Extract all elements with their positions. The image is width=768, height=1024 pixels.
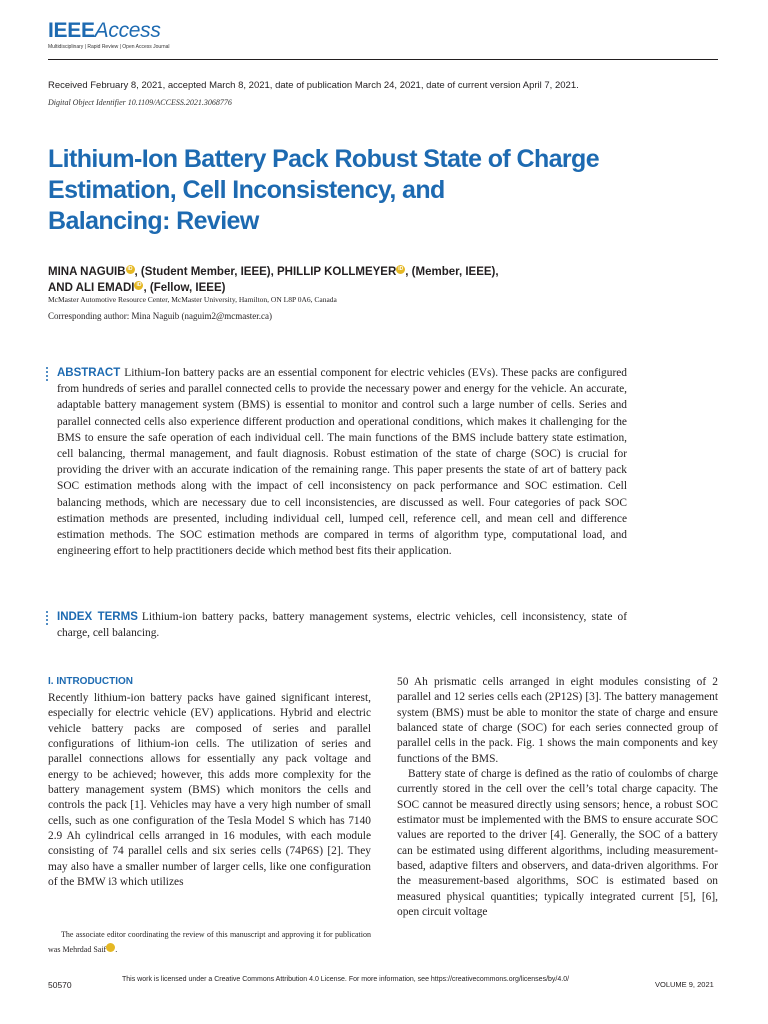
author-line-1	[48, 264, 688, 280]
doi-line: Digital Object Identifier 10.1109/ACCESS.2021.3068776	[48, 98, 232, 107]
footnote: The associate editor coordinating the review of this manuscript and approving it for publication was Mehrdad Saif iD.	[48, 930, 371, 954]
abstract-dots-icon	[46, 367, 50, 383]
orcid-icon[interactable]: iD	[398, 266, 404, 273]
title-line: Lithium-Ion Battery Pack Robust State of Charge	[48, 145, 600, 173]
paragraph: Battery state of charge is defined as the ratio of coulombs of charge currently stored in the cell over the cell’s total charge capacity. The SOC cannot be measured directly using sensors; hence, a robust SOC estimator must be implemented with the BMS to ensure accurate SOC values are reported to the driver [4]. Generally, the SOC of a battery can be estimated using different algorithms, including measurement-based, adaptive filters and observers, and data-driven algorithms. For the measurement-based algorithms, SOC is estimated based on measured physical quantities; typically integrated current [5], [6], open circuit voltage	[397, 768, 718, 919]
license-notice: This work is licensed under a Creative Commons Attribution 4.0 License. For more information, see https://creativecommons.org/licenses/by/4.0/	[122, 976, 570, 983]
author-name: AND ALI EMADI	[48, 282, 135, 294]
paragraph: Recently lithium-ion battery packs have gained significant interest, especially for electric vehicle (EV) applications. Hybrid and electric vehicle battery packs are composed of series and parallel configurations of lithium-ion cells. The utilization of series and parallel connections allows for essentially any pack voltage and energy to be achieved; however, this adds more complexity for the battery management system (BMS) which monitors the cells and controls the pack [1]. Vehicles may have a very high number of small cells, such as one configuration of the Tesla Model S which has 7140 2.9 Ah cylindrical cells arranged in 16 modules, with each module consisting of 74 parallel cells and six series cells (74P6S) [2]. They may also have a smaller number of larger cells, like one configuration of the BMW i3 which utilizes	[48, 692, 371, 889]
title-line: Balancing: Review	[48, 207, 259, 235]
index-terms-dots-icon	[46, 611, 50, 627]
journal-tagline: Multidisciplinary | Rapid Review | Open Access Journal	[48, 44, 170, 50]
author-list	[48, 264, 688, 296]
index-terms-text: Lithium-ion battery packs, battery management systems, electric vehicles, cell inconsistency, state of charge, cell balancing.	[57, 611, 627, 640]
section-heading: I. INTRODUCTION	[48, 676, 133, 687]
title-line: Estimation, Cell Inconsistency, and	[48, 176, 445, 204]
author-affiliation-text: , (Member, IEEE),	[405, 266, 499, 278]
volume-label: VOLUME 9, 2021	[655, 980, 714, 989]
header-rule	[48, 59, 718, 60]
orcid-icon[interactable]: iD	[136, 282, 142, 289]
index-terms-label: INDEX TERMS	[57, 611, 138, 623]
column-right	[397, 675, 718, 921]
journal-name-bold: IEEE	[48, 19, 95, 42]
abstract	[57, 365, 627, 559]
footnote-text: The associate editor coordinating the review of this manuscript and approving it for publication was Mehrdad Saif	[48, 930, 371, 954]
received-dates: Received February 8, 2021, accepted March 8, 2021, date of publication March 24, 2021, date of current version April 7, 2021.	[48, 80, 579, 91]
page-number: 50570	[48, 980, 72, 990]
orcid-icon[interactable]: iD	[127, 266, 133, 273]
corresponding-author: Corresponding author: Mina Naguib (naguim2@mcmaster.ca)	[48, 311, 272, 321]
index-terms	[57, 609, 627, 641]
author-line-2	[48, 280, 688, 296]
author-affiliation-text: , (Fellow, IEEE)	[143, 282, 226, 294]
journal-name	[48, 20, 170, 42]
paragraph: 50 Ah prismatic cells arranged in eight modules consisting of 2 parallel and 12 series cells each (2P12S) [3]. The battery management system (BMS) must be able to monitor the state of charge and ensure balanced state of charge (SOC) for each series connected group of parallel cells in the pack. Fig. 1 shows the main components and key functions of the BMS.	[397, 676, 718, 765]
abstract-label: ABSTRACT	[57, 367, 121, 379]
journal-logo	[48, 20, 170, 50]
journal-name-italic: Access	[94, 19, 161, 42]
abstract-text: Lithium-Ion battery packs are an essential component for electric vehicles (EVs). These packs are configured from hundreds of series and parallel connected cells to provide the necessary power and energy for the vehicle. An accurate, adaptable battery management system (BMS) is essential to monitor and control such a large number of cells. Series and parallel connected cells also experience different production and operational conditions, which makes it challenging for the BMS to ensure the safe operation of each individual cell. The main functions of the BMS include battery state estimation, cell balancing, thermal management, and fault diagnosis. Robust estimation of the state of charge (SOC) is crucial for providing the driver with an accurate indication of the remaining range. This paper presents the state of art of battery pack SOC estimation methods along with the impact of cell inconsistency on pack performance and SOC estimation. Cell balancing methods, which are necessary due to cell inconsistencies, are discussed as well. Four categories of pack SOC estimation methods are presented, including individual cell, lumped cell, reference cell, and mean cell and difference estimation methods. The SOC estimation methods are compared in terms of algorithm type, computational load, and engineering effort to help practitioners decide which method best fits their application.	[57, 367, 627, 558]
orcid-icon[interactable]: iD	[106, 943, 115, 952]
author-name: MINA NAGUIB	[48, 266, 126, 278]
paper-title	[48, 144, 688, 237]
author-affiliation-text: , (Student Member, IEEE), PHILLIP KOLLMEYER	[134, 266, 397, 278]
affiliation: McMaster Automotive Resource Center, McMaster University, Hamilton, ON L8P 0A6, Canada	[48, 295, 337, 304]
column-left	[48, 691, 371, 890]
